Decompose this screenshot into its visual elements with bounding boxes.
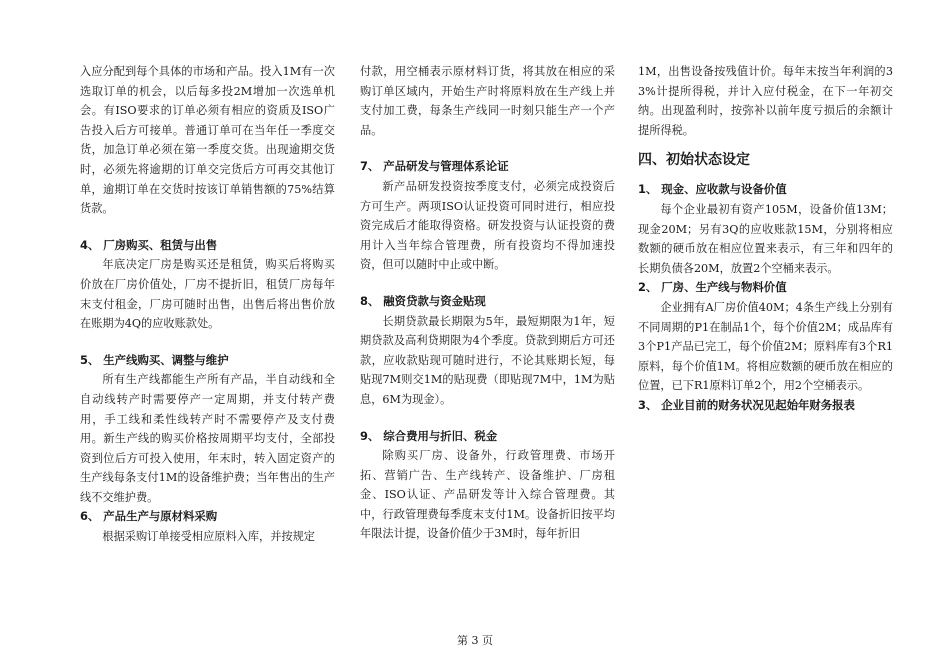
paragraph-rd-iso: 新产品研发投资按季度支付，必须完成投资后方可生产。两项ISO认证投资可同时进行，相应投资完成后才能取得资格。研发投资与认证投资的费用计入当年综合管理费，所有投资均不得加速投资，但可以随时中止或中断。 — [360, 179, 615, 272]
section-title-initial-state: 四、初始状态设定 — [638, 152, 750, 169]
paragraph-cash-receivables: 每个企业最初有资产105M，设备价值13M；现金20M；另有3Q的应收账款15M，分别将相应数额的硬币放在相应位置来表示，有三年和四年的长期负债各20M，放置2个空桶来表示。 — [638, 202, 893, 275]
paragraph-purchasing-cont: 付款，用空桶表示原材料订货，将其放在相应的采购订单区域内，开始生产时将原料放在生产线上并支付加工费，每条生产线同一时刻只能生产一个产品。 — [360, 65, 615, 137]
page-number: 第 3 页 — [457, 634, 493, 647]
paragraph-factory-materials: 企业拥有A厂房价值40M；4条生产线上分别有不同周期的P1在制品1个，每个价值2M；成品库有3个P1产品已完工，每个价值2M；原料库有3个R1原料，每个价值1M。将相应数额的硬币放在相应的位置，已下R1原料订单2个，用2个空桶表示。 — [638, 300, 893, 393]
paragraph-factory: 年底决定厂房是购买还是租赁，购买后将购买价放在厂房价值处，厂房不提折旧，租赁厂房每年末支付租金，厂房可随时出售，出售后将出售价放在账期为4Q的应收账款处。 — [80, 258, 335, 331]
heading-production-line: 5、 生产线购买、调整与维护 — [80, 352, 229, 367]
heading-expenses: 9、 综合费用与折旧、税金 — [360, 428, 498, 443]
heading-factory: 4、 厂房购买、租赁与出售 — [80, 237, 218, 252]
heading-financial-status: 3、 企业目前的财务状况见起始年财务报表 — [638, 397, 855, 412]
heading-factory-materials: 2、 厂房、生产线与物料价值 — [638, 280, 787, 295]
heading-loans: 8、 融资贷款与资金贴现 — [360, 293, 486, 308]
text-column-2 — [360, 62, 615, 544]
paragraph-production-line: 所有生产线都能生产所有产品，半自动线和全自动线转产时需要停产一定周期，并支付转产费用，手工线和柔性线转产时不需要停产及支付费用。新生产线的购买价格按周期平均支付，全部投资到位后方可投入使用，年末时，转入固定资产的生产线每条支付1M的设备维护费；当年售出的生产线不交维护费。 — [80, 373, 335, 504]
paragraph-loans: 长期贷款最长期限为5年，最短期限为1年，短期贷款及高利贷期限为4个季度。贷款到期后方可还款，应收款贴现可随时进行，不论其账期长短，每贴现7M则交1M的贴现费（即贴现7M中，1M为贴息，6M为现金）。 — [360, 314, 615, 406]
heading-production-purchasing: 6、 产品生产与原材料采购 — [80, 509, 218, 524]
text-column-1 — [80, 62, 335, 547]
text-column-3 — [638, 62, 893, 416]
heading-cash-receivables: 1、 现金、应收款与设备价值 — [638, 182, 787, 197]
paragraph-order-rules: 入应分配到每个具体的市场和产品。投入1M有一次选取订单的机会，以后每多投2M增加一次选单机会。有ISO要求的订单必须有相应的资质及ISO广告投入后方可接单。普通订单可在当年任一季度交货，加急订单必须在第一季度交货。出现逾期交货时，必须先将逾期的订单交完货后方可再交其他订单，逾期订单在交货时按该订单销售额的75%结算货款。 — [80, 65, 335, 216]
paragraph-production-purchasing: 根据采购订单接受相应原料入库，并按规定 — [102, 530, 315, 544]
paragraph-expenses: 除购买厂房、设备外，行政管理费、市场开拓、营销广告、生产线转产、设备维护、厂房租金、ISO认证、产品研发等计入综合管理费。其中，行政管理费每季度末支付1M。设备折旧按平均年限法计提，设备价值少于3M时，每年折旧 — [360, 449, 615, 541]
paragraph-tax-cont: 1M，出售设备按残值计价。每年末按当年利润的33%计提所得税，并计入应付税金，在下一年初交纳。出现盈利时，按弥补以前年度亏损后的余额计提所得税。 — [638, 65, 893, 137]
heading-rd-iso: 7、 产品研发与管理体系论证 — [360, 159, 509, 174]
